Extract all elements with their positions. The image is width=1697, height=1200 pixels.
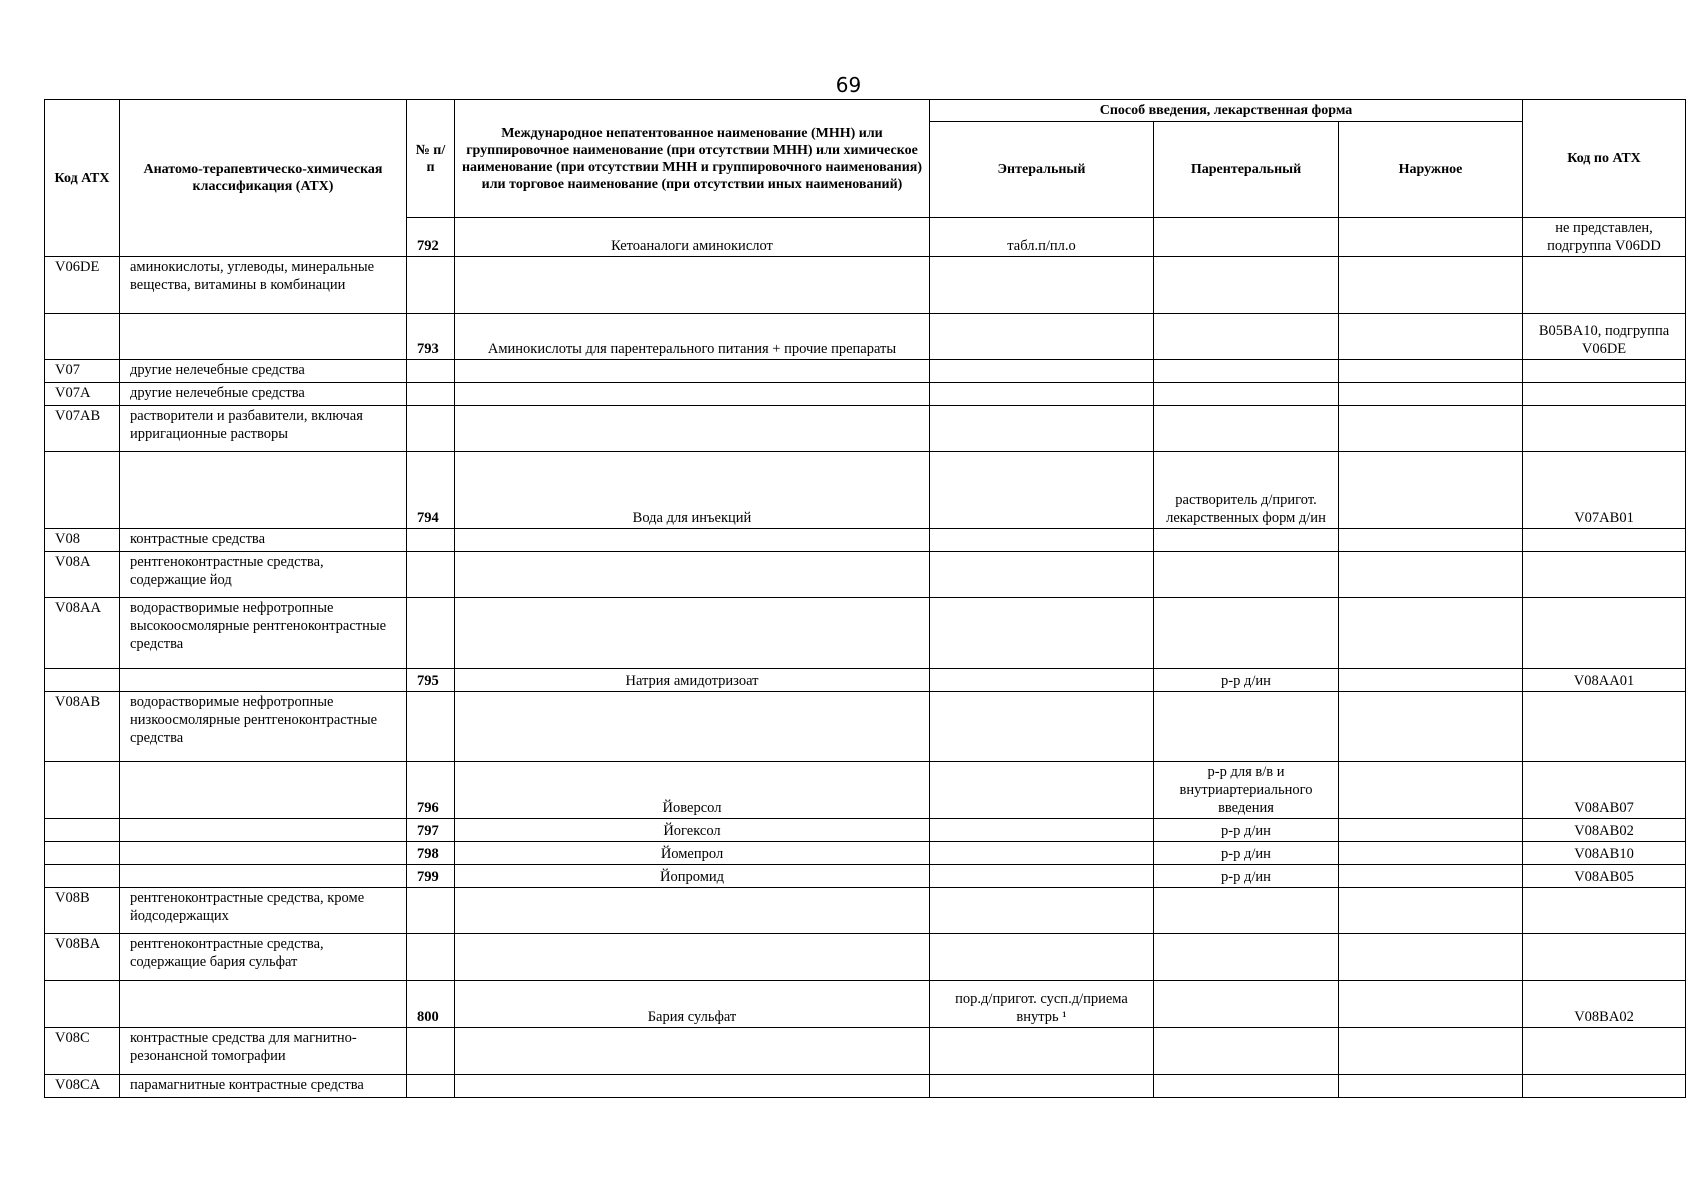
atc-code-cell [45,452,120,529]
atc-code-cell [45,865,120,888]
row-enteral [930,452,1154,529]
row-parenteral [1154,598,1339,669]
atc-code-cell: V07AB [45,406,120,452]
row-enteral [930,888,1154,934]
row-parenteral [1154,934,1339,981]
row-enteral [930,406,1154,452]
row-parenteral [1154,1028,1339,1075]
atc-code-cell [45,842,120,865]
row-external [1339,452,1523,529]
row-external [1339,360,1523,383]
table-row [45,888,1686,934]
row-enteral [930,529,1154,552]
row-parenteral [1154,383,1339,406]
row-atx-code [1523,383,1686,406]
classification-cell: аминокислоты, углеводы, минеральные вещества, витамины в комбинации [120,257,407,314]
row-parenteral: растворитель д/пригот. лекарственных форм д/ин [1154,452,1339,529]
table-row [45,552,1686,598]
table-row [45,692,1686,762]
atc-code-cell: V07 [45,360,120,383]
classification-cell: рентгеноконтрастные средства, кроме йодсодержащих [120,888,407,934]
atc-code-cell [45,314,120,360]
row-enteral [930,1075,1154,1098]
atc-code-cell [45,762,120,819]
row-inn [455,552,930,598]
row-atx-code: V08AB05 [1523,865,1686,888]
row-enteral: пор.д/пригот. сусп.д/приема внутрь ¹ [930,981,1154,1028]
table-row [45,529,1686,552]
row-atx-code: V07AB01 [1523,452,1686,529]
table-row [45,1075,1686,1098]
row-enteral: табл.п/пл.о [930,218,1154,257]
row-atx-code [1523,692,1686,762]
row-number [407,529,455,552]
atc-code-cell: V08CA [45,1075,120,1098]
table-row [45,598,1686,669]
table-row [45,981,1686,1028]
row-number [407,552,455,598]
row-inn [455,1075,930,1098]
row-number [407,406,455,452]
row-number: 797 [407,819,455,842]
row-atx-code [1523,406,1686,452]
classification-cell: рентгеноконтрастные средства, содержащие йод [120,552,407,598]
classification-cell: другие нелечебные средства [120,360,407,383]
row-atx-code [1523,598,1686,669]
header-enteral: Энтеральный [930,122,1154,218]
row-enteral [930,598,1154,669]
table-row [45,257,1686,314]
row-parenteral: р-р д/ин [1154,865,1339,888]
row-external [1339,981,1523,1028]
header-inn: Международное непатентованное наименование (МНН) или группировочное наименование (при отсутствии МНН) или химическое наименование (при отсутствии МНН и группировочного наименования) или торговое наименование (при отсутствии иных наименований) [455,100,930,218]
row-number: 799 [407,865,455,888]
row-parenteral [1154,314,1339,360]
row-atx-code: B05BA10, подгруппа V06DE [1523,314,1686,360]
classification-cell: другие нелечебные средства [120,383,407,406]
row-parenteral: р-р д/ин [1154,842,1339,865]
row-number: 795 [407,669,455,692]
row-inn [455,360,930,383]
atc-code-cell: V08A [45,552,120,598]
row-atx-code: не представлен, подгруппа V06DD [1523,218,1686,257]
row-number: 798 [407,842,455,865]
row-parenteral [1154,406,1339,452]
atc-code-cell: V08B [45,888,120,934]
header-atx-code: Код по АТХ [1523,100,1686,218]
classification-cell [120,669,407,692]
classification-cell [120,762,407,819]
row-inn: Йопромид [455,865,930,888]
table-row [45,669,1686,692]
table-row [45,819,1686,842]
row-inn: Йогексол [455,819,930,842]
row-enteral [930,314,1154,360]
classification-cell [120,819,407,842]
table-body [45,257,1686,1098]
classification-cell: контрастные средства для магнитно-резонансной томографии [120,1028,407,1075]
row-external [1339,819,1523,842]
table-row [45,383,1686,406]
row-external [1339,218,1523,257]
row-number [407,934,455,981]
row-atx-code [1523,257,1686,314]
row-enteral [930,842,1154,865]
row-external [1339,669,1523,692]
row-inn [455,598,930,669]
table-row [45,314,1686,360]
row-inn [455,888,930,934]
row-number: 794 [407,452,455,529]
row-number: 796 [407,762,455,819]
atc-code-cell: V07A [45,383,120,406]
table-row [45,865,1686,888]
row-parenteral: р-р для в/в и внутриартериального введения [1154,762,1339,819]
row-inn [455,1028,930,1075]
row-inn [455,383,930,406]
row-enteral [930,819,1154,842]
table-row [45,360,1686,383]
row-enteral [930,669,1154,692]
row-atx-code [1523,1028,1686,1075]
row-inn [455,934,930,981]
row-atx-code [1523,529,1686,552]
row-parenteral [1154,218,1339,257]
row-external [1339,842,1523,865]
row-parenteral [1154,360,1339,383]
row-enteral [930,552,1154,598]
row-number [407,360,455,383]
classification-cell: водорастворимые нефротропные низкоосмолярные рентгеноконтрастные средства [120,692,407,762]
atc-code-cell [45,669,120,692]
row-parenteral [1154,529,1339,552]
row-enteral [930,762,1154,819]
classification-cell [120,314,407,360]
classification-cell [120,981,407,1028]
row-inn: Йоверсол [455,762,930,819]
row-parenteral: р-р д/ин [1154,669,1339,692]
row-external [1339,383,1523,406]
row-parenteral [1154,888,1339,934]
row-enteral [930,934,1154,981]
row-external [1339,1075,1523,1098]
header-external: Наружное [1339,122,1523,218]
row-inn: Кетоаналоги аминокислот [455,218,930,257]
classification-cell: водорастворимые нефротропные высокоосмолярные рентгеноконтрастные средства [120,598,407,669]
row-inn [455,406,930,452]
row-atx-code: V08BA02 [1523,981,1686,1028]
table-row [45,406,1686,452]
row-number [407,383,455,406]
row-inn [455,257,930,314]
row-enteral [930,692,1154,762]
row-atx-code [1523,552,1686,598]
row-enteral [930,257,1154,314]
row-atx-code: V08AB10 [1523,842,1686,865]
row-external [1339,934,1523,981]
row-external [1339,598,1523,669]
atc-code-cell: V08 [45,529,120,552]
page-number: 69 [835,73,862,97]
row-enteral [930,383,1154,406]
row-external [1339,406,1523,452]
row-inn [455,692,930,762]
row-enteral [930,865,1154,888]
row-external [1339,257,1523,314]
row-parenteral [1154,552,1339,598]
atc-code-cell: V08BA [45,934,120,981]
row-inn: Натрия амидотризоат [455,669,930,692]
row-external [1339,692,1523,762]
drug-classification-table [44,99,1686,1098]
row-external [1339,865,1523,888]
row-external [1339,314,1523,360]
row-inn [455,529,930,552]
row-external [1339,552,1523,598]
row-external [1339,888,1523,934]
row-number: 800 [407,981,455,1028]
header-route-group: Способ введения, лекарственная форма [930,100,1523,122]
table-row [45,842,1686,865]
row-inn: Аминокислоты для парентерального питания + прочие препараты [455,314,930,360]
classification-cell: парамагнитные контрастные средства [120,1075,407,1098]
atc-code-cell: V08AA [45,598,120,669]
row-number [407,692,455,762]
atc-code-cell [45,981,120,1028]
row-atx-code [1523,934,1686,981]
row-number [407,1028,455,1075]
row-enteral [930,1028,1154,1075]
row-atx-code: V08AB02 [1523,819,1686,842]
atc-code-cell: V08C [45,1028,120,1075]
row-atx-code [1523,888,1686,934]
atc-code-cell [45,819,120,842]
row-parenteral: р-р д/ин [1154,819,1339,842]
row-number: 793 [407,314,455,360]
table-row [45,1028,1686,1075]
row-external [1339,762,1523,819]
classification-cell [120,452,407,529]
classification-cell: рентгеноконтрастные средства, содержащие бария сульфат [120,934,407,981]
row-enteral [930,360,1154,383]
row-inn: Вода для инъекций [455,452,930,529]
classification-cell: растворители и разбавители, включая ирригационные растворы [120,406,407,452]
row-external [1339,529,1523,552]
header-parenteral: Парентеральный [1154,122,1339,218]
row-atx-code [1523,1075,1686,1098]
classification-cell [120,865,407,888]
row-inn: Йомепрол [455,842,930,865]
classification-cell [120,842,407,865]
header-number: № п/п [407,100,455,218]
row-parenteral [1154,981,1339,1028]
row-atx-code: V08AB07 [1523,762,1686,819]
row-number [407,888,455,934]
row-number [407,598,455,669]
table-row [45,934,1686,981]
table-row [45,762,1686,819]
table-row [45,452,1686,529]
row-atx-code: V08AA01 [1523,669,1686,692]
row-atx-code [1523,360,1686,383]
header-code: Код АТХ [45,100,120,257]
row-parenteral [1154,692,1339,762]
row-external [1339,1028,1523,1075]
classification-cell: контрастные средства [120,529,407,552]
atc-code-cell: V06DE [45,257,120,314]
row-number: 792 [407,218,455,257]
row-parenteral [1154,257,1339,314]
row-number [407,257,455,314]
row-number [407,1075,455,1098]
header-classification: Анатомо-терапевтическо-химическая классификация (АТХ) [120,100,407,257]
atc-code-cell: V08AB [45,692,120,762]
row-inn: Бария сульфат [455,981,930,1028]
row-parenteral [1154,1075,1339,1098]
